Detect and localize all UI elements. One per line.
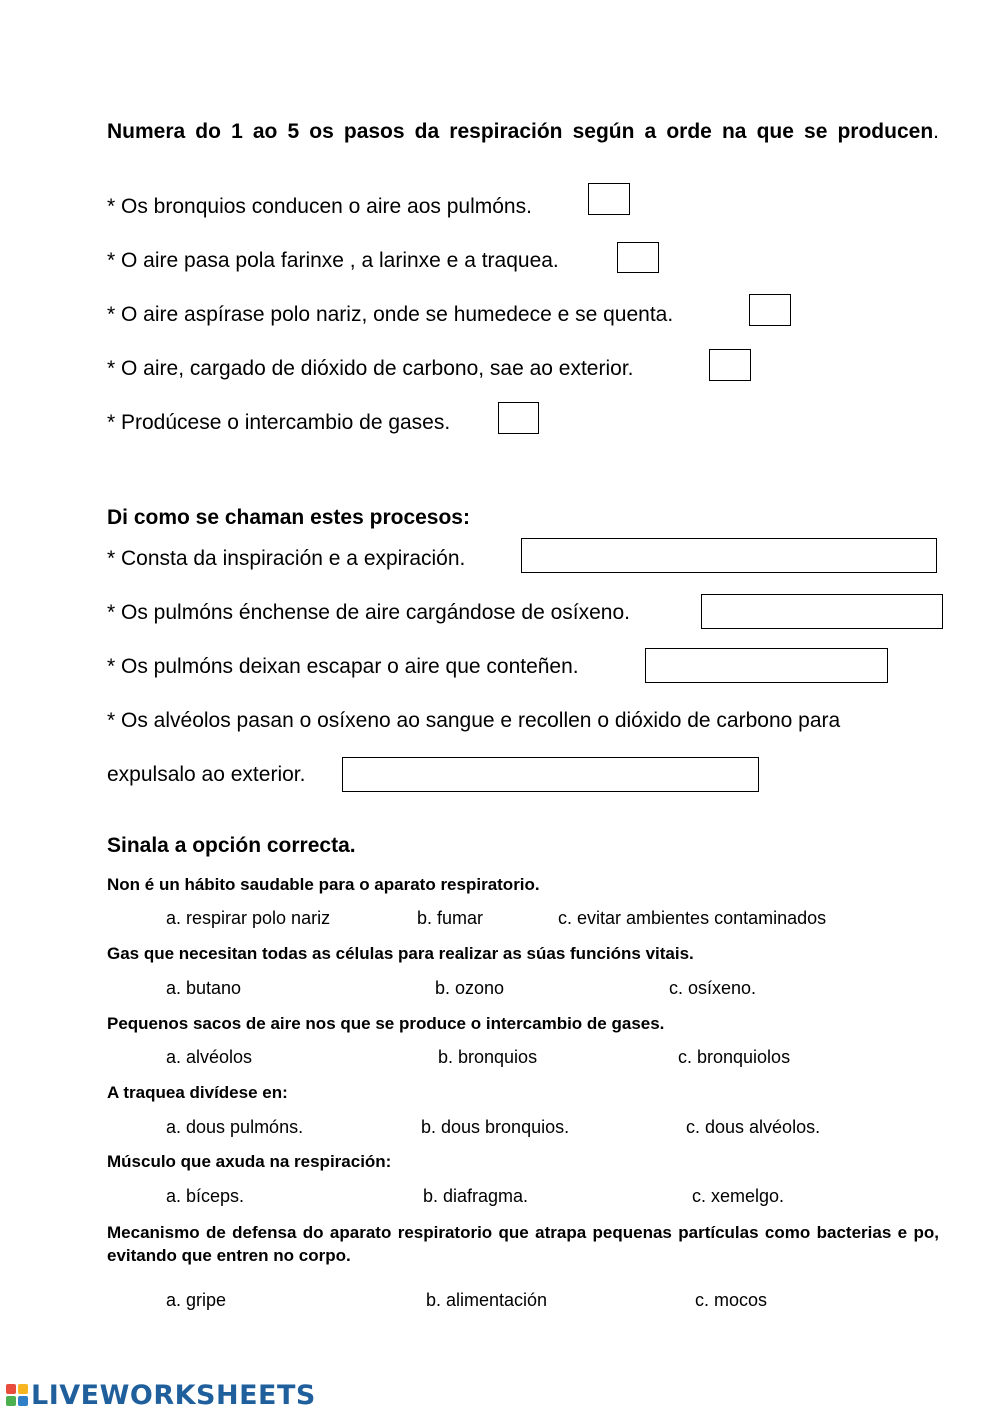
logo-blocks-icon [6,1384,28,1406]
logo-block-blue [18,1396,28,1406]
q6-option-c[interactable]: c. mocos [695,1290,768,1310]
section1-item-4: * O aire, cargado de dióxido de carbono, sae ao exterior. [107,357,634,380]
question-3: Pequenos sacos de aire nos que se produce o intercambio de gases. [107,1014,665,1033]
q1-option-a[interactable]: a. respirar polo nariz [166,908,331,928]
logo-text: LIVEWORKSHEETS [31,1379,316,1411]
answer-box-3[interactable] [645,648,888,683]
q6-option-b[interactable]: b. alimentación [426,1290,548,1310]
answer-box-4[interactable] [342,757,759,792]
q4-option-c[interactable]: c. dous alvéolos. [686,1117,821,1137]
section2-item-3: * Os pulmóns deixan escapar o aire que conteñen. [107,655,579,678]
q2-option-a[interactable]: a. butano [166,978,242,998]
answer-box-2[interactable] [701,594,943,629]
order-box-4[interactable] [709,349,751,381]
logo-block-red [6,1384,16,1394]
section2-item-2: * Os pulmóns énchense de aire cargándose de osíxeno. [107,601,631,624]
section1-title-text: Numera do 1 ao 5 os pasos da respiración según a orde na que se producen [107,120,934,143]
order-box-1[interactable] [588,183,630,215]
section1-item-2: * O aire pasa pola farinxe , a larinxe e a traquea. [107,249,559,272]
question-2: Gas que necesitan todas as células para realizar as súas funcións vitais. [107,944,694,963]
q5-option-a[interactable]: a. bíceps. [166,1186,245,1206]
q4-option-a[interactable]: a. dous pulmóns. [166,1117,304,1137]
section2-item-5: expulsalo ao exterior. [107,763,306,786]
q2-option-b[interactable]: b. ozono [435,978,505,998]
q4-option-b[interactable]: b. dous bronquios. [421,1117,570,1137]
question-4: A traquea divídese en: [107,1083,288,1102]
question-6: Mecanismo de defensa do aparato respiratorio que atrapa pequenas partículas como bacterias e po, evitando que entren no corpo. [107,1223,939,1265]
order-box-3[interactable] [749,294,791,326]
logo-block-yellow [18,1384,28,1394]
section2-item-4: * Os alvéolos pasan o osíxeno ao sangue e recollen o dióxido de carbono para [107,709,841,732]
liveworksheets-logo[interactable] [6,1380,316,1410]
section1-item-3: * O aire aspírase polo nariz, onde se humedece e se quenta. [107,303,674,326]
q6-option-a[interactable]: a. gripe [166,1290,227,1310]
q5-option-b[interactable]: b. diafragma. [423,1186,529,1206]
q2-option-c[interactable]: c. osíxeno. [669,978,757,998]
q5-option-c[interactable]: c. xemelgo. [692,1186,785,1206]
q3-option-b[interactable]: b. bronquios [438,1047,538,1067]
answer-box-1[interactable] [521,538,937,573]
q3-option-c[interactable]: c. bronquiolos [678,1047,791,1067]
section1-title-suffix: . [933,120,939,143]
logo-block-green [6,1396,16,1406]
section2-item-1: * Consta da inspiración e a expiración. [107,547,466,570]
q3-option-a[interactable]: a. alvéolos [166,1047,253,1067]
section1-item-1: * Os bronquios conducen o aire aos pulmóns. [107,195,532,218]
question-1: Non é un hábito saudable para o aparato respiratorio. [107,875,540,894]
order-box-2[interactable] [617,242,659,273]
order-box-5[interactable] [498,402,539,434]
q1-option-c[interactable]: c. evitar ambientes contaminados [558,908,827,928]
question-5: Músculo que axuda na respiración: [107,1152,392,1171]
section1-title [107,112,939,152]
section3-title: Sinala a opción correcta. [107,834,356,857]
section2-title: Di como se chaman estes procesos: [107,506,470,529]
q1-option-b[interactable]: b. fumar [417,908,484,928]
section1-item-5: * Prodúcese o intercambio de gases. [107,411,451,434]
